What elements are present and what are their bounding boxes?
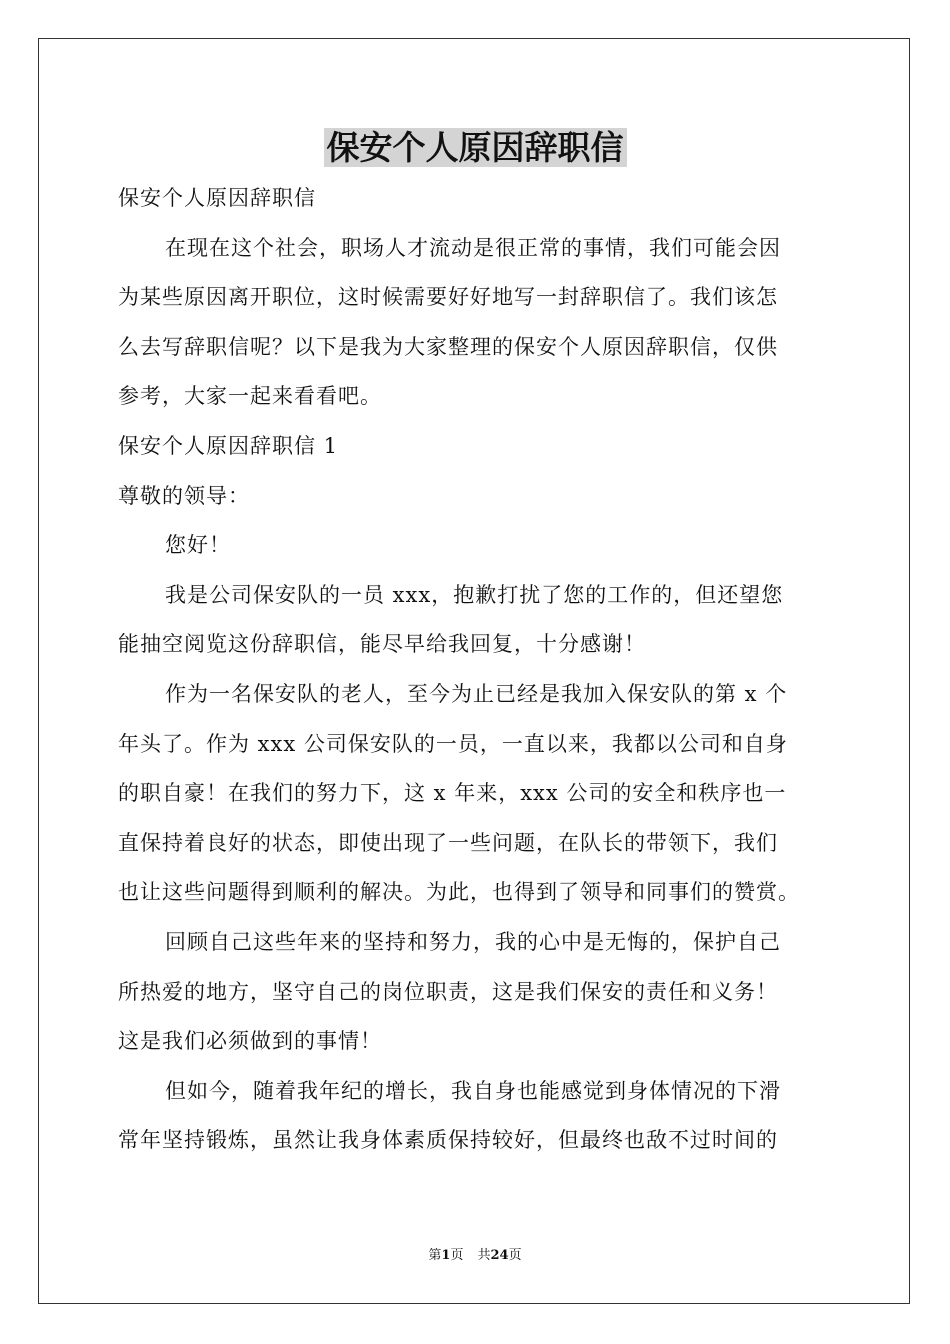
body-line: 我是公司保安队的一员 xxx，抱歉打扰了您的工作的，但还望您 <box>165 582 784 607</box>
body-line: 保安个人原因辞职信 1 <box>118 433 339 458</box>
body-line: 年头了。作为 xxx 公司保安队的一员，一直以来，我都以公司和自身 <box>118 731 788 756</box>
body-line: 这是我们必须做到的事情！ <box>118 1029 382 1054</box>
document-title <box>0 126 950 170</box>
page-label-suffix: 页 <box>450 1248 464 1263</box>
body-line: 常年坚持锻炼，虽然让我身体素质保持较好，但最终也敌不过时间的 <box>118 1128 778 1153</box>
body-line: 回顾自己这些年来的坚持和努力，我的心中是无悔的，保护自己 <box>165 929 781 954</box>
body-line: 所热爱的地方，坚守自己的岗位职责，这是我们保安的责任和义务！ <box>118 979 778 1004</box>
page-footer <box>0 1247 950 1265</box>
document-title-text: 保安个人原因辞职信 <box>324 128 627 167</box>
body-line: 能抽空阅览这份辞职信，能尽早给我回复，十分感谢！ <box>118 632 646 657</box>
body-line: 作为一名保安队的老人，至今为止已经是我加入保安队的第 x 个 <box>165 681 788 706</box>
total-label-suffix: 页 <box>508 1248 522 1263</box>
body-line: 为某些原因离开职位，这时候需要好好地写一封辞职信了。我们该怎 <box>118 285 778 310</box>
body-line: 在现在这个社会，职场人才流动是很正常的事情，我们可能会因 <box>165 235 781 260</box>
body-line: 保安个人原因辞职信 <box>118 186 316 210</box>
body-line: 但如今，随着我年纪的增长，我自身也能感觉到身体情况的下滑 <box>165 1078 781 1103</box>
page-label-prefix: 第 <box>428 1248 442 1263</box>
body-line: 您好！ <box>165 533 231 558</box>
total-label-prefix: 共 <box>477 1248 491 1263</box>
body-line: 也让这些问题得到顺利的解决。为此，也得到了领导和同事们的赞赏。 <box>118 880 800 905</box>
body-line: 直保持着良好的状态，即使出现了一些问题，在队长的带领下，我们 <box>118 830 778 855</box>
body-line: 的职自豪！在我们的努力下，这 x 年来，xxx 公司的安全和秩序也一 <box>118 781 787 806</box>
total-pages: 24 <box>490 1248 509 1263</box>
body-line: 尊敬的领导： <box>118 483 250 508</box>
body-line: 参考，大家一起来看看吧。 <box>118 384 382 409</box>
page-number: 1 <box>441 1248 451 1263</box>
body-line: 么去写辞职信呢？以下是我为大家整理的保安个人原因辞职信，仅供 <box>118 334 778 359</box>
document-body <box>118 174 834 1166</box>
